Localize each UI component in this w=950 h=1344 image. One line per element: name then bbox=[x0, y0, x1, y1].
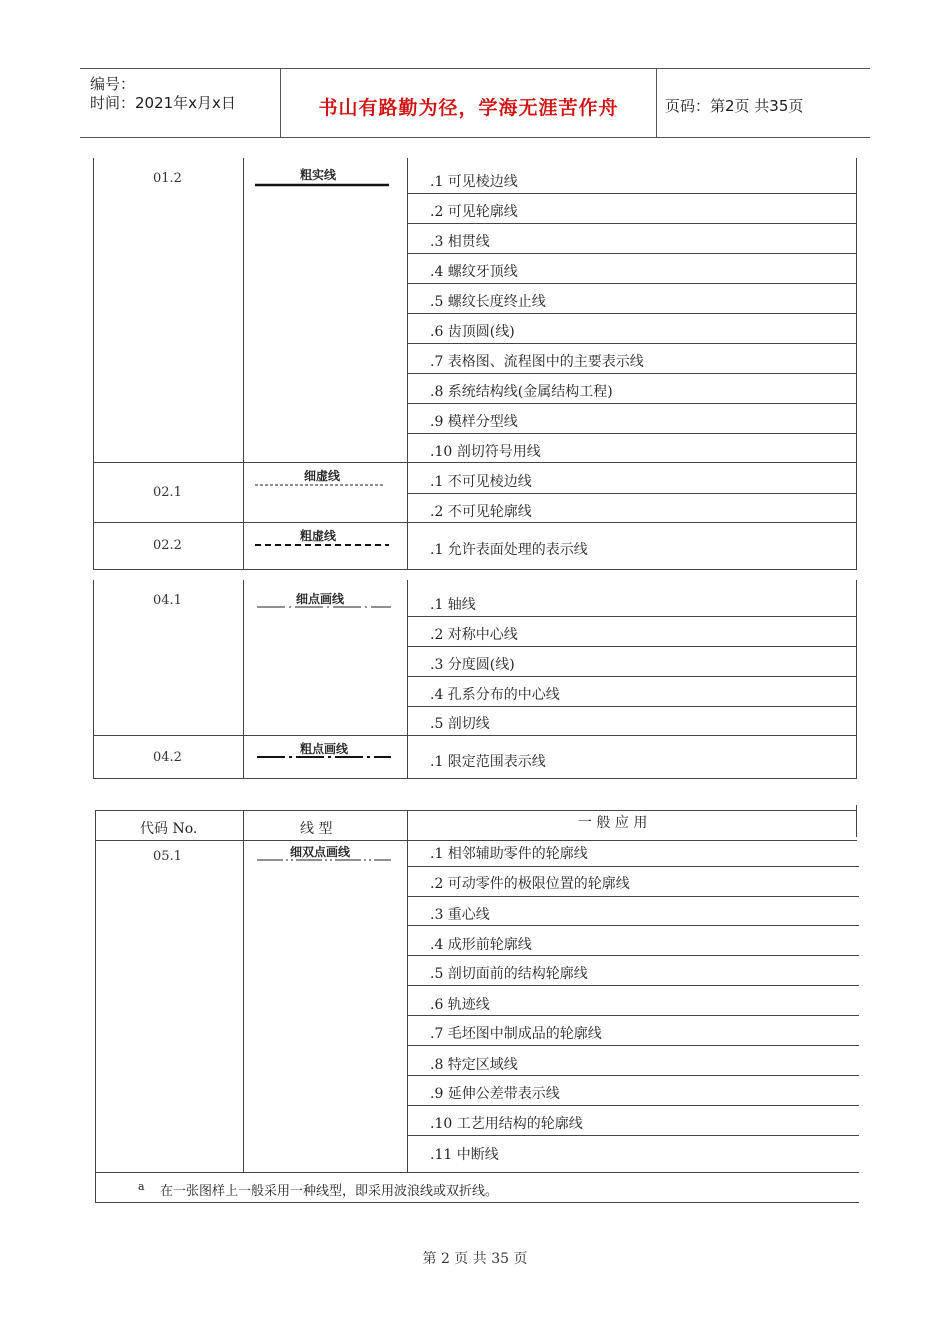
list-item: .1 不可见棱边线 bbox=[430, 474, 532, 490]
line-title-thick-dashed: 粗虚线 bbox=[300, 529, 337, 543]
list-item: .8 特定区域线 bbox=[430, 1057, 518, 1073]
list-item: .5 螺纹长度终止线 bbox=[430, 294, 546, 310]
motto: 书山有路勤为径，学海无涯苦作舟 bbox=[318, 97, 619, 119]
list-item: .1 限定范围表示线 bbox=[430, 754, 546, 770]
list-item: .4 螺纹牙顶线 bbox=[430, 264, 518, 280]
footnote-text: 在一张图样上一般采用一种线型，即采用波浪线或双折线。 bbox=[160, 1184, 499, 1199]
column-header-code: 代码 No. bbox=[140, 821, 198, 837]
list-item: .4 孔系分布的中心线 bbox=[430, 687, 560, 703]
code-02-2: 02.2 bbox=[153, 538, 182, 553]
serial-label: 编号： bbox=[90, 75, 136, 93]
list-item: .3 重心线 bbox=[430, 907, 490, 923]
page-footer: 第 2 页 共 35 页 bbox=[422, 1251, 528, 1267]
list-item: .5 剖切面前的结构轮廓线 bbox=[430, 966, 588, 982]
page-label: 页码：第2页 共35页 bbox=[665, 97, 804, 115]
column-header-line-type: 线 型 bbox=[300, 821, 333, 837]
code-02-1: 02.1 bbox=[153, 485, 182, 500]
list-item: .2 对称中心线 bbox=[430, 627, 518, 643]
list-item: .6 轨迹线 bbox=[430, 997, 490, 1013]
code-01-2: 01.2 bbox=[153, 171, 182, 186]
line-title-thick-chain: 粗点画线 bbox=[300, 742, 349, 756]
line-title-thin-double-chain: 细双点画线 bbox=[290, 845, 351, 859]
list-item: .1 允许表面处理的表示线 bbox=[430, 542, 588, 558]
list-item: .7 毛坯图中制成品的轮廓线 bbox=[430, 1026, 602, 1042]
list-item: .9 延伸公差带表示线 bbox=[430, 1086, 560, 1102]
list-item: .5 剖切线 bbox=[430, 716, 490, 732]
line-title-thin-dashed: 细虚线 bbox=[304, 469, 341, 483]
code-04-1: 04.1 bbox=[153, 593, 182, 608]
line-title-thin-chain: 细点画线 bbox=[296, 592, 345, 606]
line-title-thick-solid: 粗实线 bbox=[300, 168, 337, 182]
column-header-usage: 一 般 应 用 bbox=[578, 815, 648, 831]
list-item: .9 模样分型线 bbox=[430, 414, 518, 430]
code-04-2: 04.2 bbox=[153, 750, 182, 765]
list-item: .2 可见轮廓线 bbox=[430, 204, 518, 220]
list-item: .1 相邻辅助零件的轮廓线 bbox=[430, 846, 588, 862]
list-item: .7 表格图、流程图中的主要表示线 bbox=[430, 354, 644, 370]
list-item: .2 不可见轮廓线 bbox=[430, 504, 532, 520]
list-item: .2 可动零件的极限位置的轮廓线 bbox=[430, 876, 630, 892]
list-item: .4 成形前轮廓线 bbox=[430, 937, 532, 953]
list-item: .8 系统结构线(金属结构工程) bbox=[430, 384, 613, 400]
time-label: 时间：2021年x月x日 bbox=[90, 94, 236, 112]
list-item: .3 相贯线 bbox=[430, 234, 490, 250]
list-item: .10 工艺用结构的轮廓线 bbox=[430, 1116, 583, 1132]
line-sample-thin-double-chain bbox=[257, 857, 397, 863]
list-item: .1 轴线 bbox=[430, 597, 476, 613]
list-item: .1 可见棱边线 bbox=[430, 174, 518, 190]
list-item: .11 中断线 bbox=[430, 1147, 499, 1163]
list-item: .6 齿顶圆(线) bbox=[430, 324, 515, 340]
list-item: .3 分度圆(线) bbox=[430, 657, 515, 673]
list-item: .10 剖切符号用线 bbox=[430, 444, 541, 460]
footnote-mark: a bbox=[138, 1180, 145, 1193]
code-05-1: 05.1 bbox=[153, 849, 182, 864]
